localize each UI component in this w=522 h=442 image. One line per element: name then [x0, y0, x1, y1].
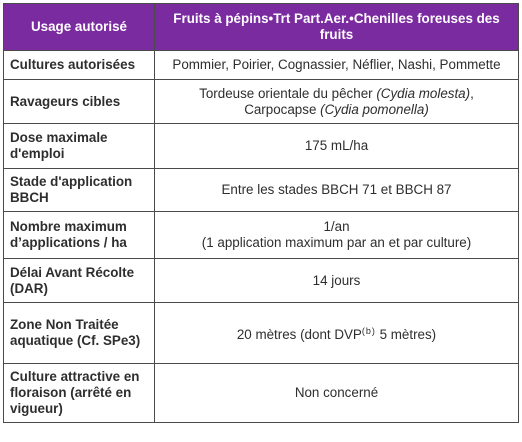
row-value-ravageurs [155, 80, 519, 124]
row-label-nombre: Nombre maximum d’applications / ha [4, 212, 155, 259]
row-value-dar: 14 jours [155, 259, 519, 303]
row-label-cultures: Cultures autorisées [4, 51, 155, 80]
znt-value-after: 5 mètres) [375, 327, 437, 342]
row-value-culture-attractive: Non concerné [155, 364, 519, 423]
znt-superscript: (b) [361, 326, 376, 336]
table-row [4, 303, 519, 364]
table-row [4, 169, 519, 212]
table-row [4, 51, 519, 80]
ravageur-1-latin: (Cydia molesta) [376, 85, 471, 101]
header-usage-value: Fruits à pépins•Trt Part.Aer.•Chenilles foreuses des fruits [155, 4, 519, 51]
ravageur-2-text: Carpocapse [244, 101, 321, 117]
ravageur-1-text: Tordeuse orientale du pêcher [199, 85, 377, 101]
nombre-line-1: 1/an [323, 219, 350, 234]
row-label-culture-attractive: Culture attractive en floraison (arrêté en vigueur) [4, 364, 155, 423]
row-label-stade: Stade d'application BBCH [4, 169, 155, 212]
header-usage-label: Usage autorisé [4, 4, 155, 51]
row-label-znt: Zone Non Traitée aquatique (Cf. SPe3) [4, 303, 155, 364]
row-value-stade: Entre les stades BBCH 71 et BBCH 87 [155, 169, 519, 212]
row-value-cultures: Pommier, Poirier, Cognassier, Néflier, Nashi, Pommette [155, 51, 519, 80]
table-row [4, 124, 519, 169]
table-row [4, 364, 519, 423]
row-value-dose: 175 mL/ha [155, 124, 519, 169]
ravageur-1-tail: , [470, 85, 474, 101]
row-value-znt [155, 303, 519, 364]
table-row [4, 259, 519, 303]
table-header-row [4, 4, 519, 51]
row-label-dar: Délai Avant Récolte (DAR) [4, 259, 155, 303]
usage-table [3, 3, 519, 423]
row-label-dose: Dose maximale d'emploi [4, 124, 155, 169]
ravageur-2-latin: (Cydia pomonella) [320, 101, 429, 117]
znt-value-before: 20 mètres (dont DVP [236, 327, 362, 342]
nombre-line-2: (1 application maximum par an et par culture) [201, 235, 472, 250]
row-label-ravageurs: Ravageurs cibles [4, 80, 155, 124]
table-row [4, 212, 519, 259]
table-row [4, 80, 519, 124]
row-value-nombre [155, 212, 519, 259]
